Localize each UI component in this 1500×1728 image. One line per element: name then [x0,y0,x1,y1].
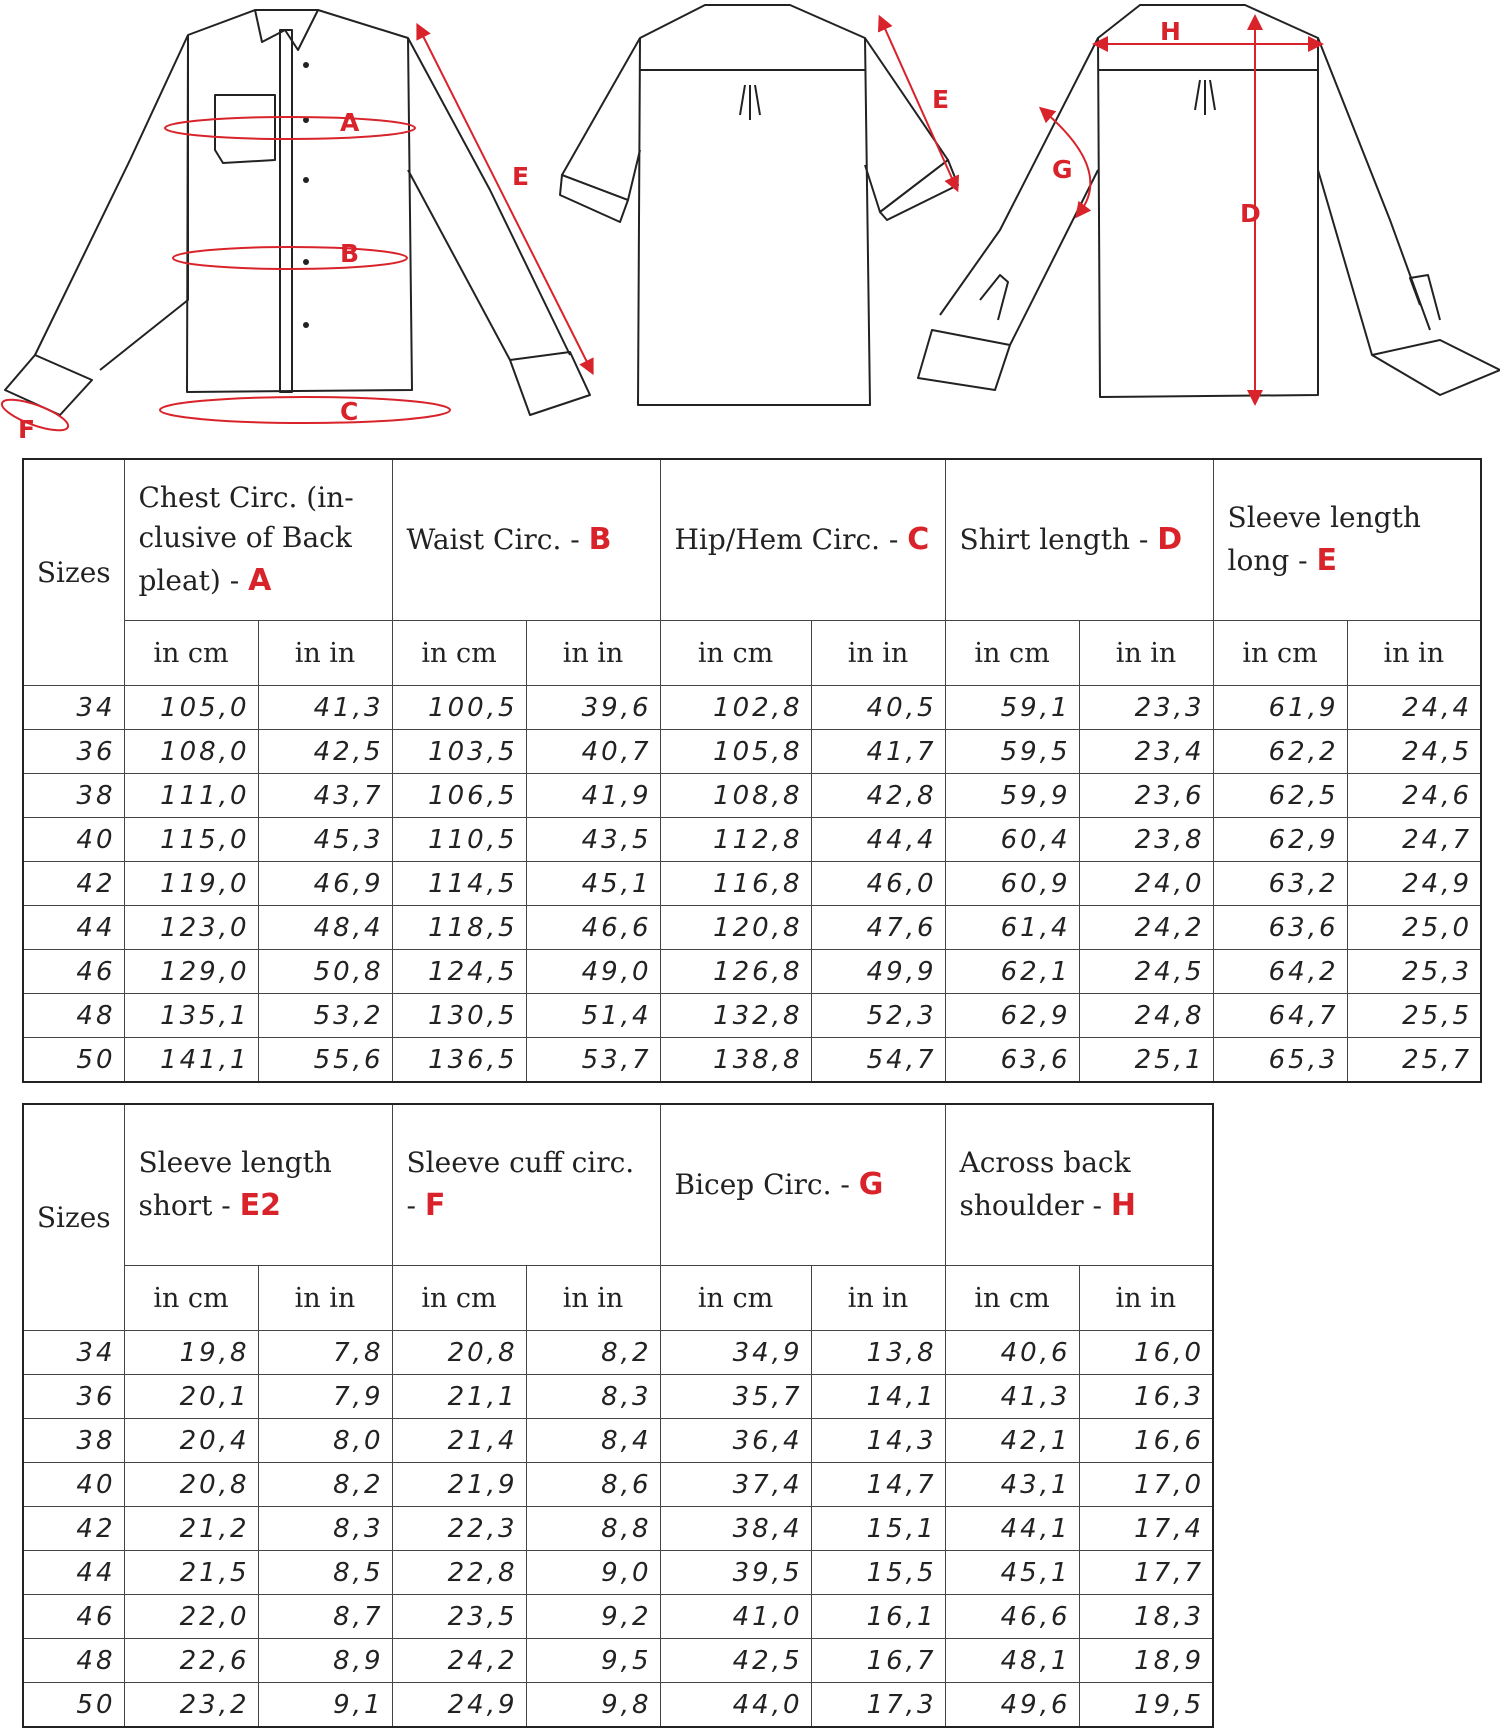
value-cell: 53,7 [526,1038,660,1083]
size-cell: 36 [23,730,124,774]
value-cell: 24,0 [1079,862,1213,906]
value-cell: 46,9 [258,862,392,906]
size-cell: 36 [23,1375,124,1419]
value-cell: 16,7 [811,1639,945,1683]
value-cell: 126,8 [660,950,811,994]
unit-header: in in [526,621,660,686]
value-cell: 119,0 [124,862,258,906]
label-b: B [340,239,360,268]
value-cell: 7,9 [258,1375,392,1419]
size-cell: 44 [23,906,124,950]
column-group-title: Waist Circ. - [406,523,589,557]
value-cell: 115,0 [124,818,258,862]
measurement-letter: A [248,562,272,598]
value-cell: 110,5 [392,818,526,862]
value-cell: 45,3 [258,818,392,862]
value-cell: 21,9 [392,1463,526,1507]
column-group-title: Chest Circ. (in-clusive of Back pleat) - [138,480,354,597]
value-cell: 41,9 [526,774,660,818]
value-cell: 120,8 [660,906,811,950]
value-cell: 24,2 [392,1639,526,1683]
value-cell: 114,5 [392,862,526,906]
table-row [23,994,1481,1038]
value-cell: 19,8 [124,1331,258,1375]
value-cell: 18,3 [1079,1595,1213,1639]
value-cell: 111,0 [124,774,258,818]
value-cell: 50,8 [258,950,392,994]
value-cell: 21,5 [124,1551,258,1595]
value-cell: 13,8 [811,1331,945,1375]
measurement-letter: E2 [239,1187,282,1223]
value-cell: 59,9 [945,774,1079,818]
table-row [23,1551,1213,1595]
value-cell: 52,3 [811,994,945,1038]
value-cell: 16,6 [1079,1419,1213,1463]
value-cell: 64,7 [1213,994,1347,1038]
value-cell: 34,9 [660,1331,811,1375]
table-row [23,906,1481,950]
value-cell: 49,0 [526,950,660,994]
value-cell: 24,8 [1079,994,1213,1038]
value-cell: 9,1 [258,1683,392,1728]
value-cell: 62,9 [945,994,1079,1038]
value-cell: 59,1 [945,686,1079,730]
value-cell: 9,0 [526,1551,660,1595]
value-cell: 7,8 [258,1331,392,1375]
unit-header: in in [1079,1266,1213,1331]
size-cell: 34 [23,1331,124,1375]
value-cell: 116,8 [660,862,811,906]
value-cell: 141,1 [124,1038,258,1083]
column-group-header [392,459,660,621]
value-cell: 59,5 [945,730,1079,774]
value-cell: 63,6 [1213,906,1347,950]
value-cell: 43,5 [526,818,660,862]
size-cell: 34 [23,686,124,730]
table-row [23,774,1481,818]
shirt-measurement-diagram [0,0,1500,450]
size-cell: 48 [23,994,124,1038]
measurement-letter: C [907,522,930,558]
value-cell: 47,6 [811,906,945,950]
value-cell: 15,5 [811,1551,945,1595]
value-cell: 48,1 [945,1639,1079,1683]
column-group-header [1213,459,1481,621]
size-cell: 38 [23,1419,124,1463]
value-cell: 62,5 [1213,774,1347,818]
value-cell: 8,8 [526,1507,660,1551]
value-cell: 25,1 [1079,1038,1213,1083]
value-cell: 38,4 [660,1507,811,1551]
table-row [23,686,1481,730]
value-cell: 8,5 [258,1551,392,1595]
value-cell: 19,5 [1079,1683,1213,1728]
column-group-header [660,459,945,621]
value-cell: 25,5 [1347,994,1481,1038]
value-cell: 61,9 [1213,686,1347,730]
value-cell: 42,1 [945,1419,1079,1463]
value-cell: 130,5 [392,994,526,1038]
value-cell: 24,5 [1347,730,1481,774]
back-short-sleeve-drawing [560,5,958,405]
value-cell: 55,6 [258,1038,392,1083]
unit-header: in in [526,1266,660,1331]
value-cell: 20,8 [124,1463,258,1507]
shirt-illustrations [0,0,1500,450]
label-d: D [1240,199,1261,228]
unit-header: in cm [945,621,1079,686]
value-cell: 17,7 [1079,1551,1213,1595]
value-cell: 24,5 [1079,950,1213,994]
value-cell: 45,1 [526,862,660,906]
value-cell: 49,9 [811,950,945,994]
value-cell: 65,3 [1213,1038,1347,1083]
value-cell: 61,4 [945,906,1079,950]
value-cell: 17,3 [811,1683,945,1728]
value-cell: 105,8 [660,730,811,774]
value-cell: 16,0 [1079,1331,1213,1375]
value-cell: 25,0 [1347,906,1481,950]
value-cell: 23,2 [124,1683,258,1728]
unit-header: in in [1079,621,1213,686]
value-cell: 60,9 [945,862,1079,906]
measurement-lines [0,22,1316,436]
size-cell: 42 [23,862,124,906]
value-cell: 41,7 [811,730,945,774]
value-cell: 24,2 [1079,906,1213,950]
table-row [23,1639,1213,1683]
column-group-header [392,1104,660,1266]
value-cell: 40,6 [945,1331,1079,1375]
value-cell: 24,6 [1347,774,1481,818]
column-group-title: Hip/Hem Circ. - [674,523,908,557]
table-row [23,730,1481,774]
value-cell: 14,3 [811,1419,945,1463]
value-cell: 23,3 [1079,686,1213,730]
value-cell: 24,9 [1347,862,1481,906]
value-cell: 43,7 [258,774,392,818]
value-cell: 9,2 [526,1595,660,1639]
value-cell: 49,6 [945,1683,1079,1728]
value-cell: 21,2 [124,1507,258,1551]
value-cell: 9,8 [526,1683,660,1728]
header-row [23,1104,1213,1266]
value-cell: 36,4 [660,1419,811,1463]
value-cell: 46,0 [811,862,945,906]
value-cell: 40,7 [526,730,660,774]
value-cell: 8,6 [526,1463,660,1507]
value-cell: 46,6 [945,1595,1079,1639]
value-cell: 8,4 [526,1419,660,1463]
value-cell: 54,7 [811,1038,945,1083]
value-cell: 35,7 [660,1375,811,1419]
label-h: H [1160,17,1181,46]
size-table-2 [22,1103,1214,1728]
value-cell: 17,0 [1079,1463,1213,1507]
column-group-header [124,1104,392,1266]
value-cell: 22,0 [124,1595,258,1639]
value-cell: 16,1 [811,1595,945,1639]
front-shirt-drawing [5,10,590,415]
unit-header: in in [811,621,945,686]
value-cell: 39,5 [660,1551,811,1595]
value-cell: 60,4 [945,818,1079,862]
column-group-title: Shirt length - [959,523,1158,557]
label-e-back: E [932,85,950,114]
column-group-header [124,459,392,621]
value-cell: 22,6 [124,1639,258,1683]
column-group-header [945,1104,1213,1266]
table-row [23,1375,1213,1419]
value-cell: 20,1 [124,1375,258,1419]
size-cell: 46 [23,1595,124,1639]
value-cell: 39,6 [526,686,660,730]
value-cell: 14,7 [811,1463,945,1507]
measurement-letter: B [588,522,612,558]
unit-row [23,1266,1213,1331]
sizes-header: Sizes [23,459,124,686]
value-cell: 46,6 [526,906,660,950]
column-group-title: Sleeve length short - [138,1145,332,1222]
label-a: A [340,108,360,137]
table-row [23,1463,1213,1507]
value-cell: 8,3 [258,1507,392,1551]
value-cell: 53,2 [258,994,392,1038]
value-cell: 44,4 [811,818,945,862]
label-f: F [18,415,36,444]
value-cell: 62,9 [1213,818,1347,862]
value-cell: 8,0 [258,1419,392,1463]
value-cell: 18,9 [1079,1639,1213,1683]
value-cell: 25,7 [1347,1038,1481,1083]
value-cell: 62,1 [945,950,1079,994]
table-row [23,950,1481,994]
column-group-title: Across back shoulder - [959,1145,1131,1222]
size-cell: 50 [23,1683,124,1728]
value-cell: 100,5 [392,686,526,730]
value-cell: 138,8 [660,1038,811,1083]
measurement-letter: F [424,1187,446,1223]
measurement-letter: E [1316,542,1338,578]
value-cell: 41,3 [945,1375,1079,1419]
size-cell: 42 [23,1507,124,1551]
value-cell: 135,1 [124,994,258,1038]
value-cell: 108,0 [124,730,258,774]
value-cell: 62,2 [1213,730,1347,774]
value-cell: 124,5 [392,950,526,994]
size-cell: 40 [23,1463,124,1507]
value-cell: 8,7 [258,1595,392,1639]
value-cell: 103,5 [392,730,526,774]
value-cell: 129,0 [124,950,258,994]
unit-row [23,621,1481,686]
measurement-letter: H [1110,1187,1137,1223]
value-cell: 44,1 [945,1507,1079,1551]
value-cell: 21,1 [392,1375,526,1419]
value-cell: 63,6 [945,1038,1079,1083]
value-cell: 118,5 [392,906,526,950]
table-row [23,1331,1213,1375]
value-cell: 8,3 [526,1375,660,1419]
value-cell: 14,1 [811,1375,945,1419]
value-cell: 9,5 [526,1639,660,1683]
value-cell: 112,8 [660,818,811,862]
unit-header: in cm [124,621,258,686]
measurement-letter: G [858,1167,884,1203]
value-cell: 48,4 [258,906,392,950]
value-cell: 17,4 [1079,1507,1213,1551]
column-group-title: Sleeve cuff circ. - [406,1145,635,1222]
measurement-letter: D [1157,522,1183,558]
value-cell: 23,8 [1079,818,1213,862]
column-group-title: Bicep Circ. - [674,1168,859,1202]
table-row [23,1419,1213,1463]
value-cell: 45,1 [945,1551,1079,1595]
value-cell: 24,9 [392,1683,526,1728]
value-cell: 20,8 [392,1331,526,1375]
unit-header: in in [258,621,392,686]
unit-header: in cm [945,1266,1079,1331]
value-cell: 64,2 [1213,950,1347,994]
value-cell: 42,5 [258,730,392,774]
value-cell: 43,1 [945,1463,1079,1507]
value-cell: 21,4 [392,1419,526,1463]
value-cell: 123,0 [124,906,258,950]
label-g: G [1052,155,1073,184]
table-row [23,862,1481,906]
table-row [23,1595,1213,1639]
value-cell: 37,4 [660,1463,811,1507]
column-group-title: Sleeve length long - [1227,500,1421,577]
table-row [23,1507,1213,1551]
size-cell: 50 [23,1038,124,1083]
value-cell: 102,8 [660,686,811,730]
value-cell: 40,5 [811,686,945,730]
size-cell: 38 [23,774,124,818]
front-buttons [303,62,309,328]
unit-header: in cm [392,1266,526,1331]
size-cell: 46 [23,950,124,994]
value-cell: 41,3 [258,686,392,730]
size-cell: 44 [23,1551,124,1595]
value-cell: 44,0 [660,1683,811,1728]
value-cell: 16,3 [1079,1375,1213,1419]
value-cell: 105,0 [124,686,258,730]
back-long-sleeve-drawing [918,5,1500,397]
value-cell: 23,6 [1079,774,1213,818]
value-cell: 15,1 [811,1507,945,1551]
unit-header: in in [1347,621,1481,686]
size-cell: 40 [23,818,124,862]
header-row [23,459,1481,621]
label-e-front: E [512,162,530,191]
value-cell: 24,7 [1347,818,1481,862]
value-cell: 22,8 [392,1551,526,1595]
value-cell: 22,3 [392,1507,526,1551]
table-row [23,1683,1213,1728]
unit-header: in cm [660,1266,811,1331]
unit-header: in cm [1213,621,1347,686]
value-cell: 42,5 [660,1639,811,1683]
value-cell: 8,9 [258,1639,392,1683]
value-cell: 63,2 [1213,862,1347,906]
table-row [23,1038,1481,1083]
value-cell: 24,4 [1347,686,1481,730]
unit-header: in in [258,1266,392,1331]
sizes-header: Sizes [23,1104,124,1331]
table-row [23,818,1481,862]
value-cell: 51,4 [526,994,660,1038]
unit-header: in in [811,1266,945,1331]
value-cell: 106,5 [392,774,526,818]
size-table-1 [22,458,1482,1083]
unit-header: in cm [392,621,526,686]
value-cell: 42,8 [811,774,945,818]
size-cell: 48 [23,1639,124,1683]
value-cell: 136,5 [392,1038,526,1083]
value-cell: 8,2 [526,1331,660,1375]
value-cell: 132,8 [660,994,811,1038]
value-cell: 23,4 [1079,730,1213,774]
column-group-header [660,1104,945,1266]
value-cell: 8,2 [258,1463,392,1507]
value-cell: 41,0 [660,1595,811,1639]
unit-header: in cm [660,621,811,686]
column-group-header [945,459,1213,621]
unit-header: in cm [124,1266,258,1331]
value-cell: 108,8 [660,774,811,818]
label-c: C [340,397,359,426]
value-cell: 20,4 [124,1419,258,1463]
value-cell: 23,5 [392,1595,526,1639]
value-cell: 25,3 [1347,950,1481,994]
